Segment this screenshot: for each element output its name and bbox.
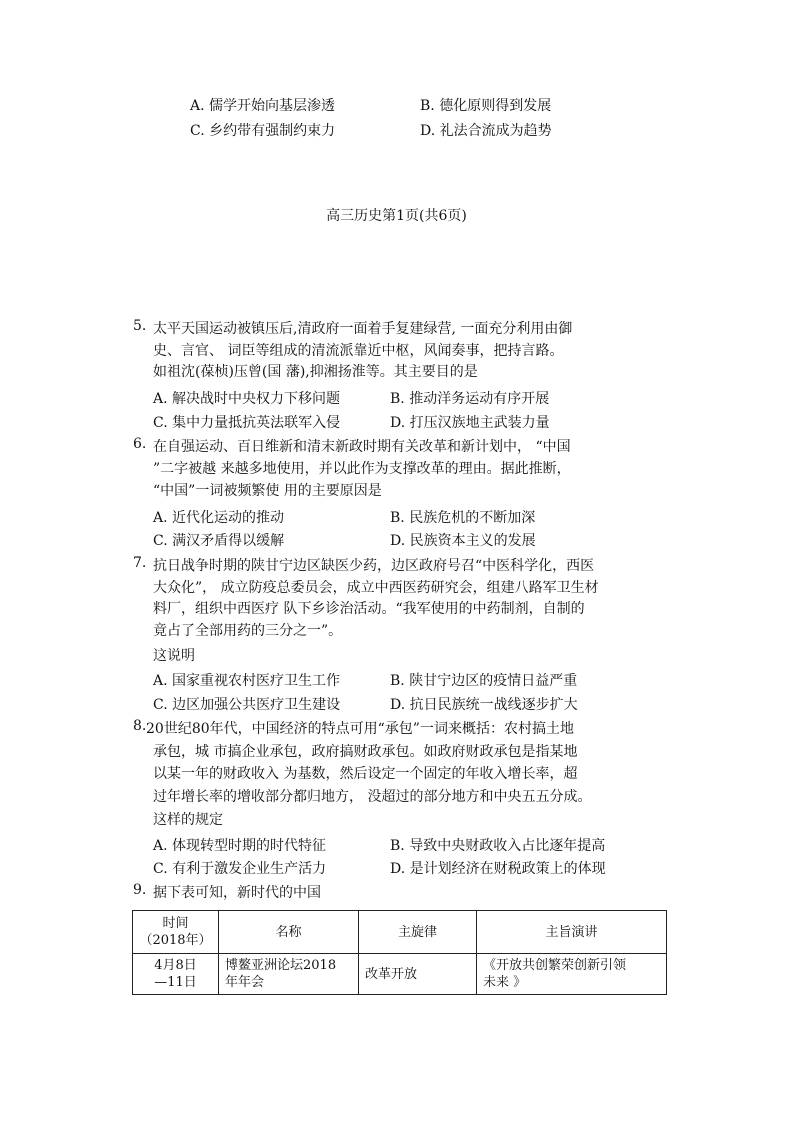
q9-stem: 据下表可知，新时代的中国: [153, 885, 321, 901]
q8-number: 8.: [133, 718, 147, 734]
q8-option-a: A. 体现转型时期的时代特征: [153, 838, 327, 854]
q6-option-c: C. 满汉矛盾得以缓解: [153, 533, 285, 549]
q7-option-a: A. 国家重视农村医疗卫生工作: [153, 673, 341, 689]
cell-theme: 改革开放: [365, 966, 418, 982]
q7-stem-line: 竟占了全部用药的三分之一”。: [153, 623, 343, 639]
table-cell: [359, 954, 477, 995]
table-cell: [477, 954, 667, 995]
q5-option-b: B. 推动洋务运动有序开展: [390, 391, 550, 407]
q5-number: 5.: [133, 318, 147, 334]
q9-number: 9.: [133, 882, 147, 898]
q7-option-c: C. 边区加强公共医疗卫生建设: [153, 697, 341, 713]
q8-option-b: B. 导致中央财政收入占比逐年提高: [390, 838, 606, 854]
cell-name: 博鳌亚洲论坛2018 年年会: [225, 958, 337, 990]
q8-stem-line: 这样的规定: [153, 812, 223, 828]
cell-time: 4月8日 —11日: [154, 958, 197, 990]
table-cell: [219, 954, 359, 995]
q9-table: [132, 910, 667, 995]
q8-option-c: C. 有利于激发企业生产活力: [153, 861, 327, 877]
table-row: [133, 954, 667, 995]
header-speech: 主旨演讲: [545, 924, 598, 940]
q6-stem-line: ”二字被越 来越多地使用，并以此作为支撑改革的理由。据此推断，: [153, 461, 571, 477]
table-header-cell: [133, 911, 219, 954]
page-footer: 高三历史第1页(共6页): [326, 208, 467, 224]
q8-stem-line: 20世纪80年代，中国经济的特点可用“承包”一词来概括：农村搞土地: [146, 721, 574, 737]
table-header-cell: [477, 911, 667, 954]
q6-stem-line: “中国”一词被频繁使 用的主要原因是: [153, 483, 382, 499]
q8-stem-line: 过年增长率的增收部分都归地方， 没超过的部分地方和中央五五分成。: [153, 789, 592, 805]
q5-stem-line: 太平天国运动被镇压后,清政府一面着手复建绿营, 一面充分利用由御: [153, 321, 573, 337]
q5-stem-line: 史、言官、 词臣等组成的清流派靠近中枢，风闻奏事，把持言路。: [153, 343, 564, 359]
table-header-cell: [359, 911, 477, 954]
q7-option-b: B. 陕甘宁边区的疫情日益严重: [390, 673, 578, 689]
q5-option-a: A. 解决战时中央权力下移问题: [153, 391, 341, 407]
q7-stem-line: 这说明: [153, 648, 195, 664]
q7-stem-line: 抗日战争时期的陕甘宁边区缺医少药，边区政府号召“中医科学化，西医: [153, 558, 595, 574]
q6-number: 6.: [133, 436, 147, 452]
q6-option-a: A. 近代化运动的推动: [153, 510, 285, 526]
q6-option-b: B. 民族危机的不断加深: [390, 510, 536, 526]
table-cell: [133, 954, 219, 995]
table-header-cell: [219, 911, 359, 954]
q4-option-c: C. 乡约带有强制约束力: [190, 123, 336, 139]
q6-stem-line: 在自强运动、百日维新和清末新政时期有关改革和新计划中， “中国: [153, 439, 571, 455]
q7-number: 7.: [133, 555, 147, 571]
header-time: 时间 （2018年）: [139, 916, 212, 948]
q7-stem-line: 大众化”， 成立防疫总委员会，成立中西医药研究会，组建八路军卫生材: [153, 580, 599, 596]
q5-option-d: D. 打压汉族地主武装力量: [390, 415, 550, 431]
q8-option-d: D. 是计划经济在财税政策上的体现: [390, 861, 606, 877]
q4-option-b: B. 德化原则得到发展: [420, 98, 552, 114]
header-name: 名称: [275, 924, 302, 940]
q8-stem-line: 承包，城 市搞企业承包，政府搞财政承包。如政府财政承包是指某地: [153, 744, 578, 760]
q7-stem-line: 料厂，组织中西医疗 队下乡诊治活动。“我军使用的中药制剂，自制的: [153, 601, 585, 617]
q8-stem-line: 以某一年的财政收入 为基数，然后设定一个固定的年收入增长率，超: [153, 766, 578, 782]
q5-stem-line: 如祖沈(葆桢)压曾(国 藩),抑湘扬淮等。其主要目的是: [153, 364, 478, 380]
q4-option-d: D. 礼法合流成为趋势: [420, 123, 552, 139]
q6-option-d: D. 民族资本主义的发展: [390, 533, 536, 549]
q5-option-c: C. 集中力量抵抗英法联军入侵: [153, 415, 341, 431]
q4-option-a: A. 儒学开始向基层渗透: [190, 98, 336, 114]
cell-speech: 《开放共创繁荣创新引领 未来 》: [483, 958, 627, 990]
table-header-row: [133, 911, 667, 954]
header-theme: 主旋律: [397, 924, 437, 940]
q7-option-d: D. 抗日民族统一战线逐步扩大: [390, 697, 578, 713]
